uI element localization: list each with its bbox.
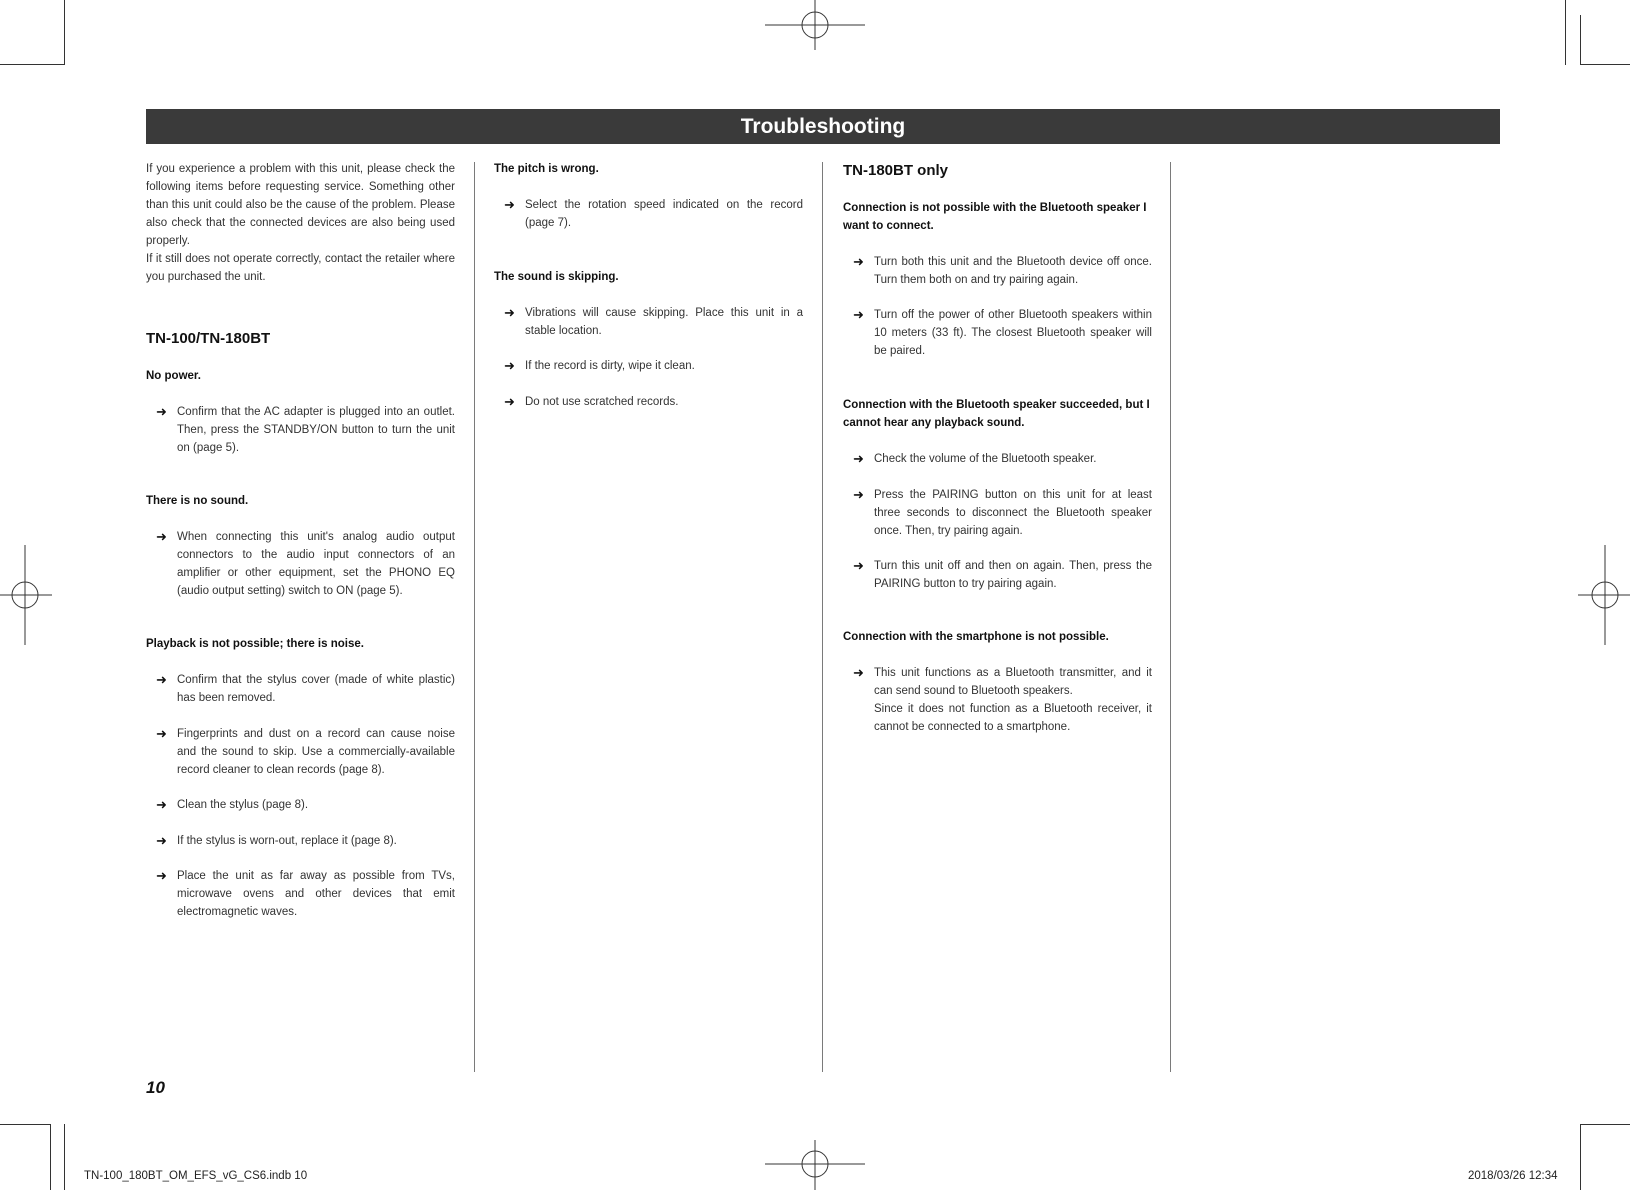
right-arrow-icon: ➜ xyxy=(504,197,515,212)
problem-title: Connection with the Bluetooth speaker succeeded, but I cannot hear any playback sound. xyxy=(843,399,1150,429)
problem-title: The pitch is wrong. xyxy=(494,163,599,175)
right-arrow-icon: ➜ xyxy=(156,529,167,544)
problem-block xyxy=(494,160,803,178)
problem-title: Connection with the smartphone is not possible. xyxy=(843,631,1109,643)
registration-mark-top xyxy=(765,0,865,50)
right-arrow-icon: ➜ xyxy=(853,451,864,466)
section-heading: TN-100/TN-180BT xyxy=(146,330,271,347)
problem-title: Playback is not possible; there is noise. xyxy=(146,638,364,650)
intro-paragraph: If you experience a problem with this unit, please check the following items before requesting service. Something other than this unit could also be the cause of the problem. Please also check that the connected devices are also being used properly. xyxy=(146,163,455,247)
column-divider xyxy=(1170,162,1171,1072)
solution-item: ➜ Place the unit as far away as possible from TVs, microwave ovens and other devices that emit electromagnetic waves. xyxy=(156,868,455,918)
right-arrow-icon: ➜ xyxy=(504,394,515,409)
right-arrow-icon: ➜ xyxy=(504,358,515,373)
problem-block xyxy=(843,628,1152,646)
solution-item: ➜ Clean the stylus (page 8). xyxy=(156,797,309,812)
page-title: Troubleshooting xyxy=(740,114,906,138)
solution-item: ➜ If the stylus is worn-out, replace it (page 8). xyxy=(156,833,397,848)
right-arrow-icon: ➜ xyxy=(504,305,515,320)
registration-mark-right xyxy=(1578,545,1630,645)
solution-item: ➜ This unit functions as a Bluetooth transmitter, and it can send sound to Bluetooth speakers. Since it does not function as a Bluetooth receiver, it cannot be connected to a smartphone. xyxy=(853,665,1152,733)
problem-title: Connection is not possible with the Bluetooth speaker I want to connect. xyxy=(843,202,1147,232)
solution-item: ➜ Press the PAIRING button on this unit for at least three seconds to disconnect the Bluetooth speaker once. Then, try pairing again. xyxy=(853,487,1152,537)
problem-title: The sound is skipping. xyxy=(494,271,619,283)
problem-block xyxy=(146,492,455,510)
right-arrow-icon: ➜ xyxy=(853,558,864,573)
solution-item: ➜ Turn this unit off and then on again. Then, press the PAIRING button to try pairing again. xyxy=(853,558,1152,590)
crop-mark xyxy=(0,64,64,65)
problem-title: There is no sound. xyxy=(146,495,249,507)
date-slug: 2018/03/26 12:34 xyxy=(1468,1170,1558,1182)
solution-item: ➜ Confirm that the stylus cover (made of white plastic) has been removed. xyxy=(156,672,455,704)
right-arrow-icon: ➜ xyxy=(853,487,864,502)
crop-mark xyxy=(1580,1124,1630,1125)
problem-block xyxy=(146,367,455,385)
right-arrow-icon: ➜ xyxy=(853,307,864,322)
right-arrow-icon: ➜ xyxy=(156,833,167,848)
intro-block xyxy=(146,160,455,286)
crop-mark xyxy=(1580,1124,1581,1190)
problem-block xyxy=(843,396,1152,432)
problem-block xyxy=(146,635,455,653)
solution-item: ➜ If the record is dirty, wipe it clean. xyxy=(504,358,695,373)
solution-item: ➜ When connecting this unit's analog audio output connectors to the audio input connectors of an amplifier or other equipment, set the PHONO EQ (audio output setting) switch to ON (page 5). xyxy=(156,529,455,597)
file-slug: TN-100_180BT_OM_EFS_vG_CS6.indb 10 xyxy=(84,1170,308,1182)
solution-item: ➜ Turn both this unit and the Bluetooth device off once. Turn them both on and try pairing again. xyxy=(853,254,1152,286)
solution-item: ➜ Turn off the power of other Bluetooth speakers within 10 meters (33 ft). The closest Bluetooth speaker will be paired. xyxy=(853,307,1152,357)
crop-mark xyxy=(1580,64,1630,65)
right-arrow-icon: ➜ xyxy=(853,665,864,680)
crop-mark xyxy=(50,1124,51,1190)
right-arrow-icon: ➜ xyxy=(156,726,167,741)
solution-item: ➜ Vibrations will cause skipping. Place this unit in a stable location. xyxy=(504,305,803,337)
crop-mark xyxy=(1565,0,1566,65)
crop-mark xyxy=(64,0,65,65)
page-number: 10 xyxy=(146,1078,165,1097)
right-arrow-icon: ➜ xyxy=(156,868,167,883)
right-arrow-icon: ➜ xyxy=(156,672,167,687)
right-arrow-icon: ➜ xyxy=(853,254,864,269)
solution-item: ➜ Select the rotation speed indicated on the record (page 7). xyxy=(504,197,803,229)
title-bar xyxy=(146,109,1500,144)
right-arrow-icon: ➜ xyxy=(156,797,167,812)
crop-mark xyxy=(0,1124,50,1125)
registration-mark-left xyxy=(0,545,52,645)
column-divider xyxy=(822,162,823,1072)
solution-item: ➜ Check the volume of the Bluetooth speaker. xyxy=(853,451,1097,466)
solution-item: ➜ Confirm that the AC adapter is plugged into an outlet. Then, press the STANDBY/ON button to turn the unit on (page 5). xyxy=(156,404,455,454)
problem-block xyxy=(843,199,1152,235)
crop-mark xyxy=(1580,15,1581,65)
crop-mark xyxy=(64,1124,65,1190)
section-heading: TN-180BT only xyxy=(843,162,949,179)
column-divider xyxy=(474,162,475,1072)
problem-title: No power. xyxy=(146,370,201,382)
solution-item: ➜ Do not use scratched records. xyxy=(504,394,679,409)
solution-item: ➜ Fingerprints and dust on a record can cause noise and the sound to skip. Use a commercially-available record cleaner to clean records (page 8). xyxy=(156,726,455,776)
intro-paragraph: If it still does not operate correctly, contact the retailer where you purchased the unit. xyxy=(146,253,455,283)
registration-mark-bottom xyxy=(765,1140,865,1190)
problem-block xyxy=(494,268,803,286)
right-arrow-icon: ➜ xyxy=(156,404,167,419)
